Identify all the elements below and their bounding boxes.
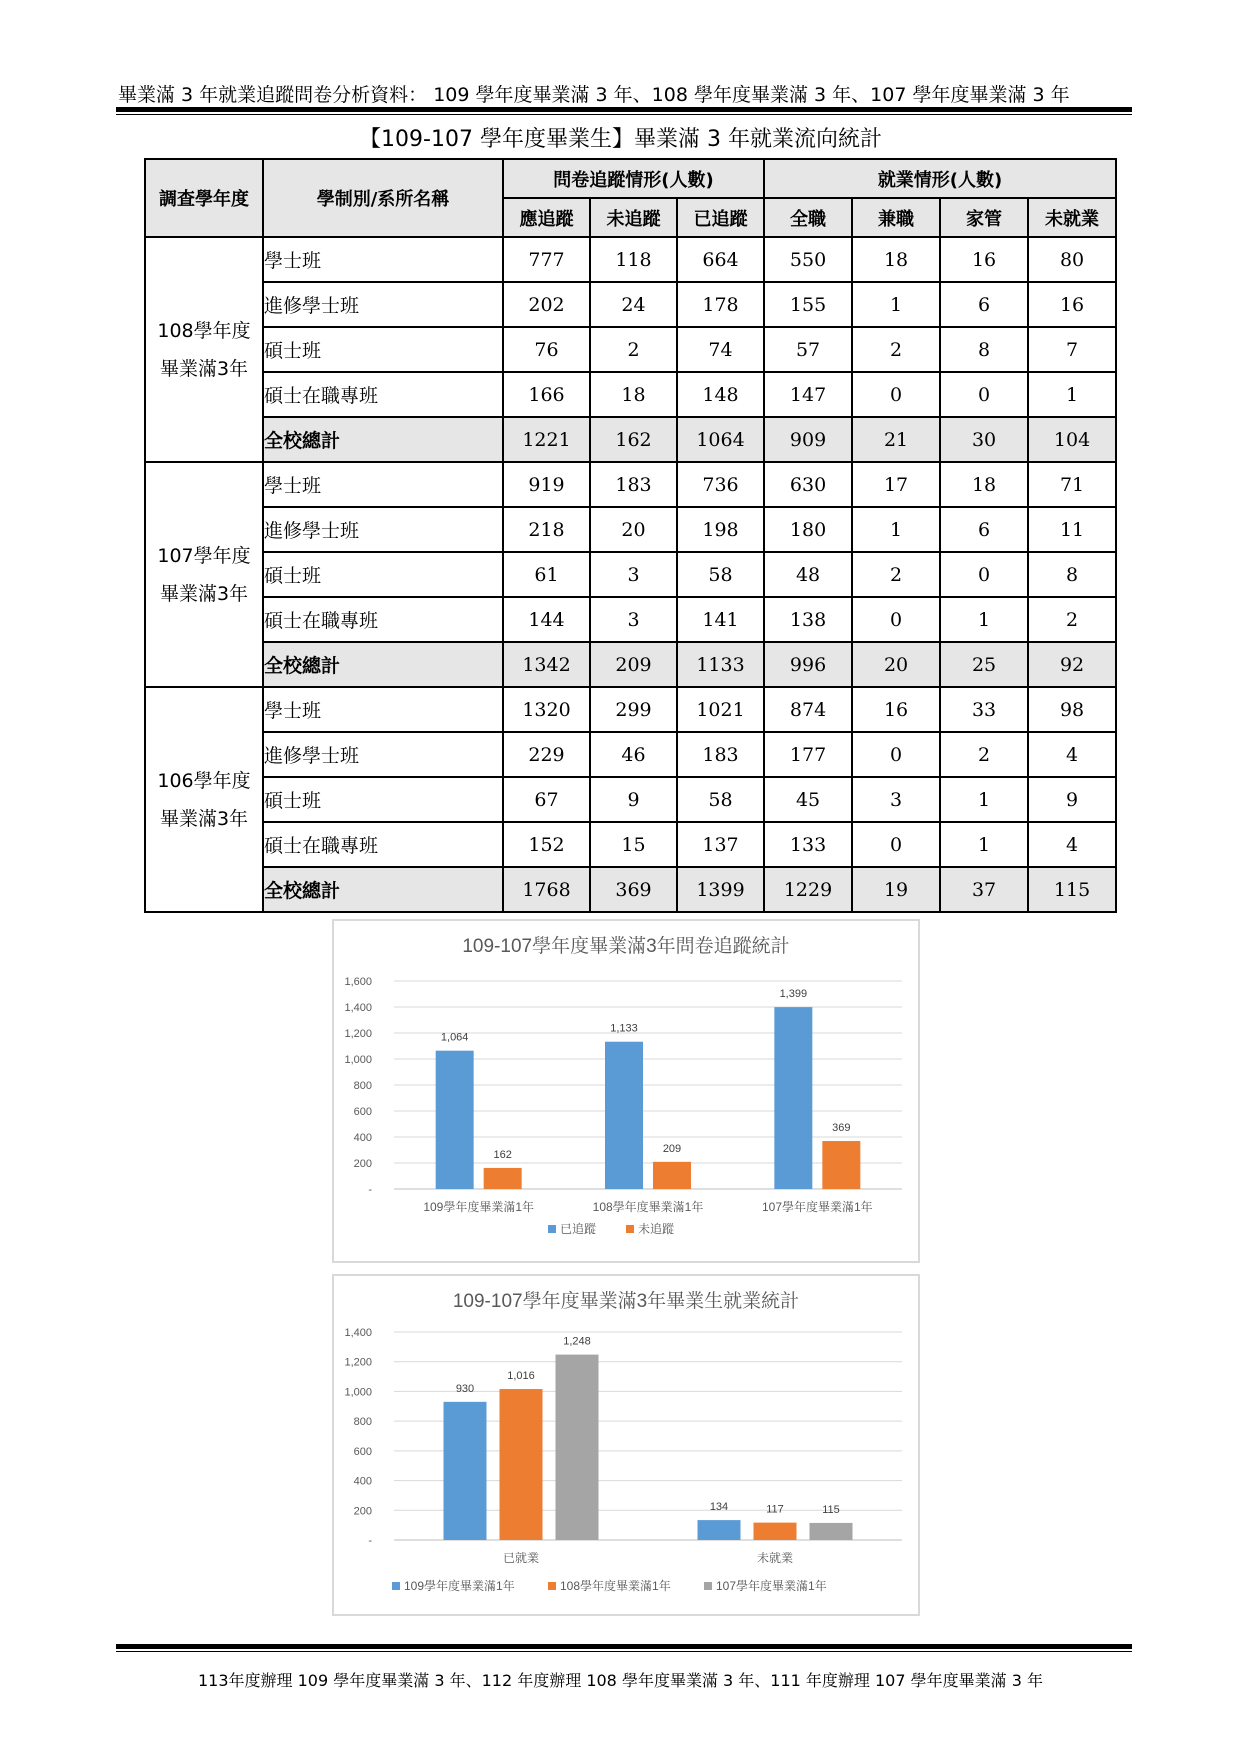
value-cell-unemployed: 8 [1028,552,1116,597]
legend-label: 已追蹤 [560,1222,597,1236]
footer-rule-thick [116,1644,1132,1649]
value-cell-part-time: 0 [852,822,940,867]
value-cell-should-track: 61 [503,552,590,597]
y-tick-label: 1,000 [344,1386,372,1399]
value-cell-unemployed: 71 [1028,462,1116,507]
total-row [145,867,1116,912]
value-cell-full-time: 45 [764,777,852,822]
value-cell-not-tracked: 46 [590,732,677,777]
table-body [145,237,1116,912]
value-cell-not-tracked: 183 [590,462,677,507]
value-cell-tracked: 1133 [677,642,764,687]
value-cell-unemployed: 80 [1028,237,1116,282]
header-survey-year: 調查學年度 [145,159,263,237]
data-label: 369 [832,1122,851,1135]
header-col-should-track: 應追蹤 [503,198,590,237]
program-name-cell: 進修學士班 [263,732,503,777]
table-row [145,687,1116,732]
value-cell-tracked: 664 [677,237,764,282]
value-cell-homemaker: 0 [940,552,1028,597]
y-tick-label: 200 [353,1505,372,1518]
value-cell-should-track: 229 [503,732,590,777]
table-title: 【109-107 學年度畢業生】畢業滿 3 年就業流向統計 [359,127,882,152]
data-label: 1,016 [507,1370,535,1383]
bar [484,1168,522,1189]
value-cell-should-track: 144 [503,597,590,642]
employment-chart [332,1274,920,1616]
header-col-tracked: 已追蹤 [677,198,764,237]
value-cell-part-time: 19 [852,867,940,912]
program-name-cell: 全校總計 [263,867,503,912]
value-cell-should-track: 1320 [503,687,590,732]
bar [605,1042,643,1189]
y-tick-label: 600 [353,1445,372,1458]
table-row [145,732,1116,777]
program-name-cell: 碩士班 [263,327,503,372]
table-row [145,327,1116,372]
value-cell-full-time: 1229 [764,867,852,912]
value-cell-not-tracked: 18 [590,372,677,417]
program-name-cell: 進修學士班 [263,282,503,327]
value-cell-full-time: 155 [764,282,852,327]
data-label: 209 [662,1142,682,1155]
value-cell-part-time: 16 [852,687,940,732]
value-cell-homemaker: 6 [940,507,1028,552]
value-cell-homemaker: 0 [940,372,1028,417]
value-cell-unemployed: 4 [1028,732,1116,777]
value-cell-not-tracked: 15 [590,822,677,867]
value-cell-not-tracked: 369 [590,867,677,912]
value-cell-not-tracked: 3 [590,597,677,642]
legend-swatch [548,1582,556,1590]
legend-label: 107學年度畢業滿1年 [716,1579,827,1593]
chart-title: 109-107學年度畢業滿3年畢業生就業統計 [452,1291,800,1312]
survey-year-line: 畢業滿3年 [159,582,249,605]
survey-year-cell [145,687,263,912]
survey-year-line: 107學年度 [157,544,251,567]
value-cell-tracked: 141 [677,597,764,642]
bar [774,1007,812,1189]
data-label: 1,064 [440,1031,469,1044]
value-cell-full-time: 57 [764,327,852,372]
value-cell-should-track: 76 [503,327,590,372]
value-cell-full-time: 48 [764,552,852,597]
y-tick-label: 1,400 [344,1002,372,1014]
data-label: 117 [766,1503,784,1516]
value-cell-part-time: 1 [852,282,940,327]
chart-title: 109-107學年度畢業滿3年問卷追蹤統計 [462,936,790,957]
value-cell-part-time: 2 [852,327,940,372]
value-cell-full-time: 133 [764,822,852,867]
value-cell-tracked: 1399 [677,867,764,912]
employment-statistics-table [144,158,1117,913]
x-category-label: 已就業 [502,1551,540,1565]
y-tick-label: 1,200 [344,1356,372,1369]
value-cell-homemaker: 2 [940,732,1028,777]
value-cell-full-time: 630 [764,462,852,507]
survey-year-cell [145,462,263,687]
value-cell-unemployed: 4 [1028,822,1116,867]
x-category-label: 107學年度畢業滿1年 [761,1200,873,1214]
bar [698,1520,741,1540]
value-cell-not-tracked: 2 [590,327,677,372]
legend-swatch [392,1582,400,1590]
value-cell-unemployed: 2 [1028,597,1116,642]
value-cell-part-time: 1 [852,507,940,552]
value-cell-homemaker: 6 [940,282,1028,327]
program-name-cell: 碩士在職專班 [263,372,503,417]
value-cell-tracked: 178 [677,282,764,327]
program-name-cell: 進修學士班 [263,507,503,552]
value-cell-unemployed: 1 [1028,372,1116,417]
value-cell-tracked: 1064 [677,417,764,462]
value-cell-homemaker: 8 [940,327,1028,372]
x-category-label: 未就業 [756,1551,794,1565]
value-cell-homemaker: 18 [940,462,1028,507]
data-label: 930 [455,1382,475,1395]
y-tick-label: - [368,1535,372,1547]
value-cell-full-time: 180 [764,507,852,552]
value-cell-should-track: 166 [503,372,590,417]
bar [436,1051,474,1189]
value-cell-part-time: 0 [852,597,940,642]
survey-year-cell [145,237,263,462]
bar [653,1162,691,1189]
value-cell-unemployed: 9 [1028,777,1116,822]
value-cell-not-tracked: 3 [590,552,677,597]
value-cell-should-track: 919 [503,462,590,507]
survey-year-line: 畢業滿3年 [159,357,249,380]
legend-swatch [626,1225,634,1233]
bar [500,1389,543,1540]
value-cell-tracked: 74 [677,327,764,372]
value-cell-tracked: 148 [677,372,764,417]
data-label: 134 [709,1501,729,1514]
value-cell-homemaker: 33 [940,687,1028,732]
bar [556,1355,599,1540]
value-cell-full-time: 909 [764,417,852,462]
header-col-homemaker: 家管 [940,198,1028,237]
legend-label: 108學年度畢業滿1年 [560,1579,671,1593]
program-name-cell: 碩士班 [263,552,503,597]
table-row [145,462,1116,507]
x-category-label: 108學年度畢業滿1年 [592,1200,704,1214]
value-cell-homemaker: 1 [940,597,1028,642]
survey-year-line: 畢業滿3年 [159,807,249,830]
value-cell-unemployed: 16 [1028,282,1116,327]
value-cell-homemaker: 37 [940,867,1028,912]
data-label: 162 [493,1148,512,1161]
value-cell-unemployed: 104 [1028,417,1116,462]
y-tick-label: 200 [353,1158,372,1170]
value-cell-not-tracked: 162 [590,417,677,462]
value-cell-not-tracked: 9 [590,777,677,822]
table-row [145,282,1116,327]
value-cell-tracked: 58 [677,777,764,822]
value-cell-tracked: 1021 [677,687,764,732]
legend-label: 109學年度畢業滿1年 [404,1579,515,1593]
data-label: 1,399 [779,988,808,1001]
value-cell-should-track: 777 [503,237,590,282]
header-rule-thick [116,107,1132,112]
value-cell-full-time: 874 [764,687,852,732]
program-name-cell: 學士班 [263,237,503,282]
value-cell-unemployed: 92 [1028,642,1116,687]
value-cell-part-time: 21 [852,417,940,462]
bar [810,1523,853,1540]
value-cell-part-time: 0 [852,372,940,417]
value-cell-tracked: 183 [677,732,764,777]
table-row [145,372,1116,417]
value-cell-should-track: 1342 [503,642,590,687]
value-cell-homemaker: 1 [940,777,1028,822]
header-rule-thin [116,114,1132,115]
value-cell-full-time: 147 [764,372,852,417]
value-cell-homemaker: 16 [940,237,1028,282]
tracking-chart [332,919,920,1263]
table-row [145,507,1116,552]
value-cell-part-time: 0 [852,732,940,777]
y-tick-label: 1,000 [344,1054,372,1066]
value-cell-unemployed: 11 [1028,507,1116,552]
y-tick-label: 600 [353,1106,372,1118]
header-employment-group: 就業情形(人數) [764,159,1116,198]
program-name-cell: 碩士班 [263,777,503,822]
page-header: 畢業滿 3 年就業追蹤問卷分析資料： 109 學年度畢業滿 3 年、108 學年度畢業滿 3 年、107 學年度畢業滿 3 年 [118,84,1070,106]
value-cell-should-track: 202 [503,282,590,327]
survey-year-line: 108學年度 [157,319,251,342]
bar [822,1141,860,1189]
value-cell-should-track: 152 [503,822,590,867]
value-cell-full-time: 177 [764,732,852,777]
value-cell-part-time: 3 [852,777,940,822]
header-tracking-group: 問卷追蹤情形(人數) [503,159,764,198]
value-cell-unemployed: 7 [1028,327,1116,372]
header-program: 學制別/系所名稱 [263,159,503,237]
y-tick-label: 400 [353,1475,372,1488]
value-cell-part-time: 20 [852,642,940,687]
legend-swatch [704,1582,712,1590]
x-category-label: 109學年度畢業滿1年 [423,1200,535,1214]
value-cell-homemaker: 30 [940,417,1028,462]
program-name-cell: 碩士在職專班 [263,822,503,867]
header-col-full-time: 全職 [764,198,852,237]
value-cell-part-time: 2 [852,552,940,597]
value-cell-full-time: 138 [764,597,852,642]
value-cell-unemployed: 115 [1028,867,1116,912]
value-cell-tracked: 137 [677,822,764,867]
table-row [145,777,1116,822]
value-cell-not-tracked: 209 [590,642,677,687]
footer-rule-thin [116,1651,1132,1652]
value-cell-homemaker: 1 [940,822,1028,867]
table-row [145,237,1116,282]
legend-swatch [548,1225,556,1233]
y-tick-label: 800 [353,1080,372,1092]
data-label: 1,133 [610,1022,638,1035]
value-cell-homemaker: 25 [940,642,1028,687]
value-cell-unemployed: 98 [1028,687,1116,732]
value-cell-tracked: 736 [677,462,764,507]
value-cell-part-time: 18 [852,237,940,282]
value-cell-not-tracked: 118 [590,237,677,282]
program-name-cell: 全校總計 [263,417,503,462]
total-row [145,417,1116,462]
y-tick-label: - [368,1184,372,1196]
table-row [145,822,1116,867]
y-tick-label: 1,200 [344,1028,372,1040]
value-cell-not-tracked: 24 [590,282,677,327]
value-cell-part-time: 17 [852,462,940,507]
legend-label: 未追蹤 [638,1222,675,1236]
y-tick-label: 800 [353,1416,372,1429]
y-tick-label: 1,400 [344,1327,372,1339]
tracking-chart-svg [334,921,918,1261]
table-row [145,597,1116,642]
header-col-unemployed: 未就業 [1028,198,1116,237]
program-name-cell: 全校總計 [263,642,503,687]
data-label: 115 [822,1503,840,1516]
value-cell-should-track: 1768 [503,867,590,912]
program-name-cell: 碩士在職專班 [263,597,503,642]
program-name-cell: 學士班 [263,462,503,507]
bar [444,1402,487,1540]
bar [754,1523,797,1540]
value-cell-should-track: 1221 [503,417,590,462]
y-tick-label: 1,600 [344,976,372,988]
program-name-cell: 學士班 [263,687,503,732]
value-cell-full-time: 996 [764,642,852,687]
value-cell-should-track: 218 [503,507,590,552]
header-col-part-time: 兼職 [852,198,940,237]
value-cell-should-track: 67 [503,777,590,822]
header-col-not-tracked: 未追蹤 [590,198,677,237]
employment-chart-svg [334,1276,918,1614]
total-row [145,642,1116,687]
y-tick-label: 400 [353,1132,372,1144]
value-cell-full-time: 550 [764,237,852,282]
value-cell-tracked: 58 [677,552,764,597]
page-footer: 113年度辦理 109 學年度畢業滿 3 年、112 年度辦理 108 學年度畢業滿 3 年、111 年度辦理 107 學年度畢業滿 3 年 [198,1671,1043,1690]
table-row [145,552,1116,597]
value-cell-tracked: 198 [677,507,764,552]
value-cell-not-tracked: 20 [590,507,677,552]
value-cell-not-tracked: 299 [590,687,677,732]
survey-year-line: 106學年度 [157,769,251,792]
data-label: 1,248 [563,1335,591,1348]
